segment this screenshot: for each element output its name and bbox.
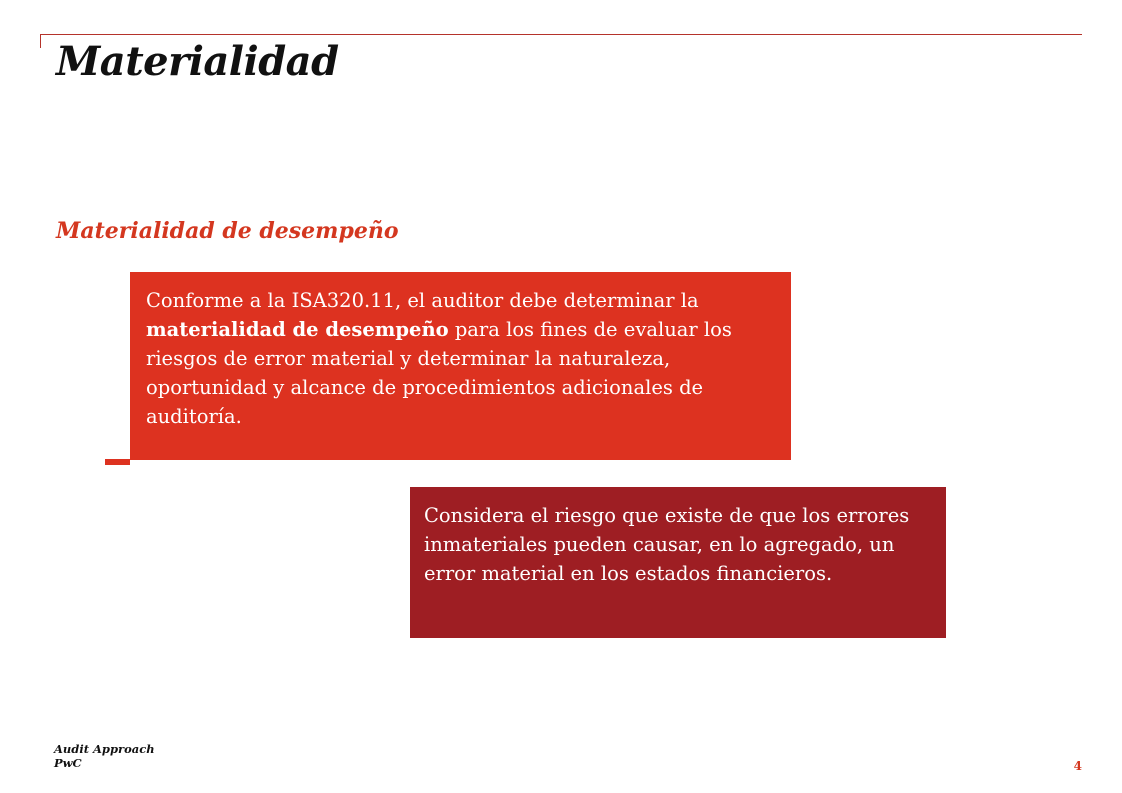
footer: [54, 742, 155, 770]
slide-title: Materialidad: [56, 38, 339, 85]
risk-consideration-box: [410, 487, 946, 638]
footer-company-name: PwC: [54, 756, 82, 770]
box-accent-bar: [105, 459, 130, 465]
slide-subtitle: Materialidad de desempeño: [56, 218, 399, 244]
isa-definition-box: [130, 272, 791, 460]
top-rule-tick: [40, 34, 41, 48]
top-rule: [40, 34, 1082, 35]
isa-definition-emphasis: materialidad de desempeño: [146, 318, 449, 341]
page-number: 4: [1073, 759, 1082, 773]
risk-consideration-text: Considera el riesgo que existe de que los errores inmateriales pueden causar, en lo agregado, un error material en los estados financieros.: [424, 504, 910, 585]
footer-presentation-name: Audit Approach: [54, 742, 155, 756]
isa-definition-text-start: Conforme a la ISA320.11, el auditor debe determinar la: [146, 289, 699, 312]
isa-definition-text-end: para los fines de evaluar los riesgos de error material y determinar la naturaleza, oportunidad y alcance de procedimientos adicionales de auditoría.: [146, 318, 732, 428]
